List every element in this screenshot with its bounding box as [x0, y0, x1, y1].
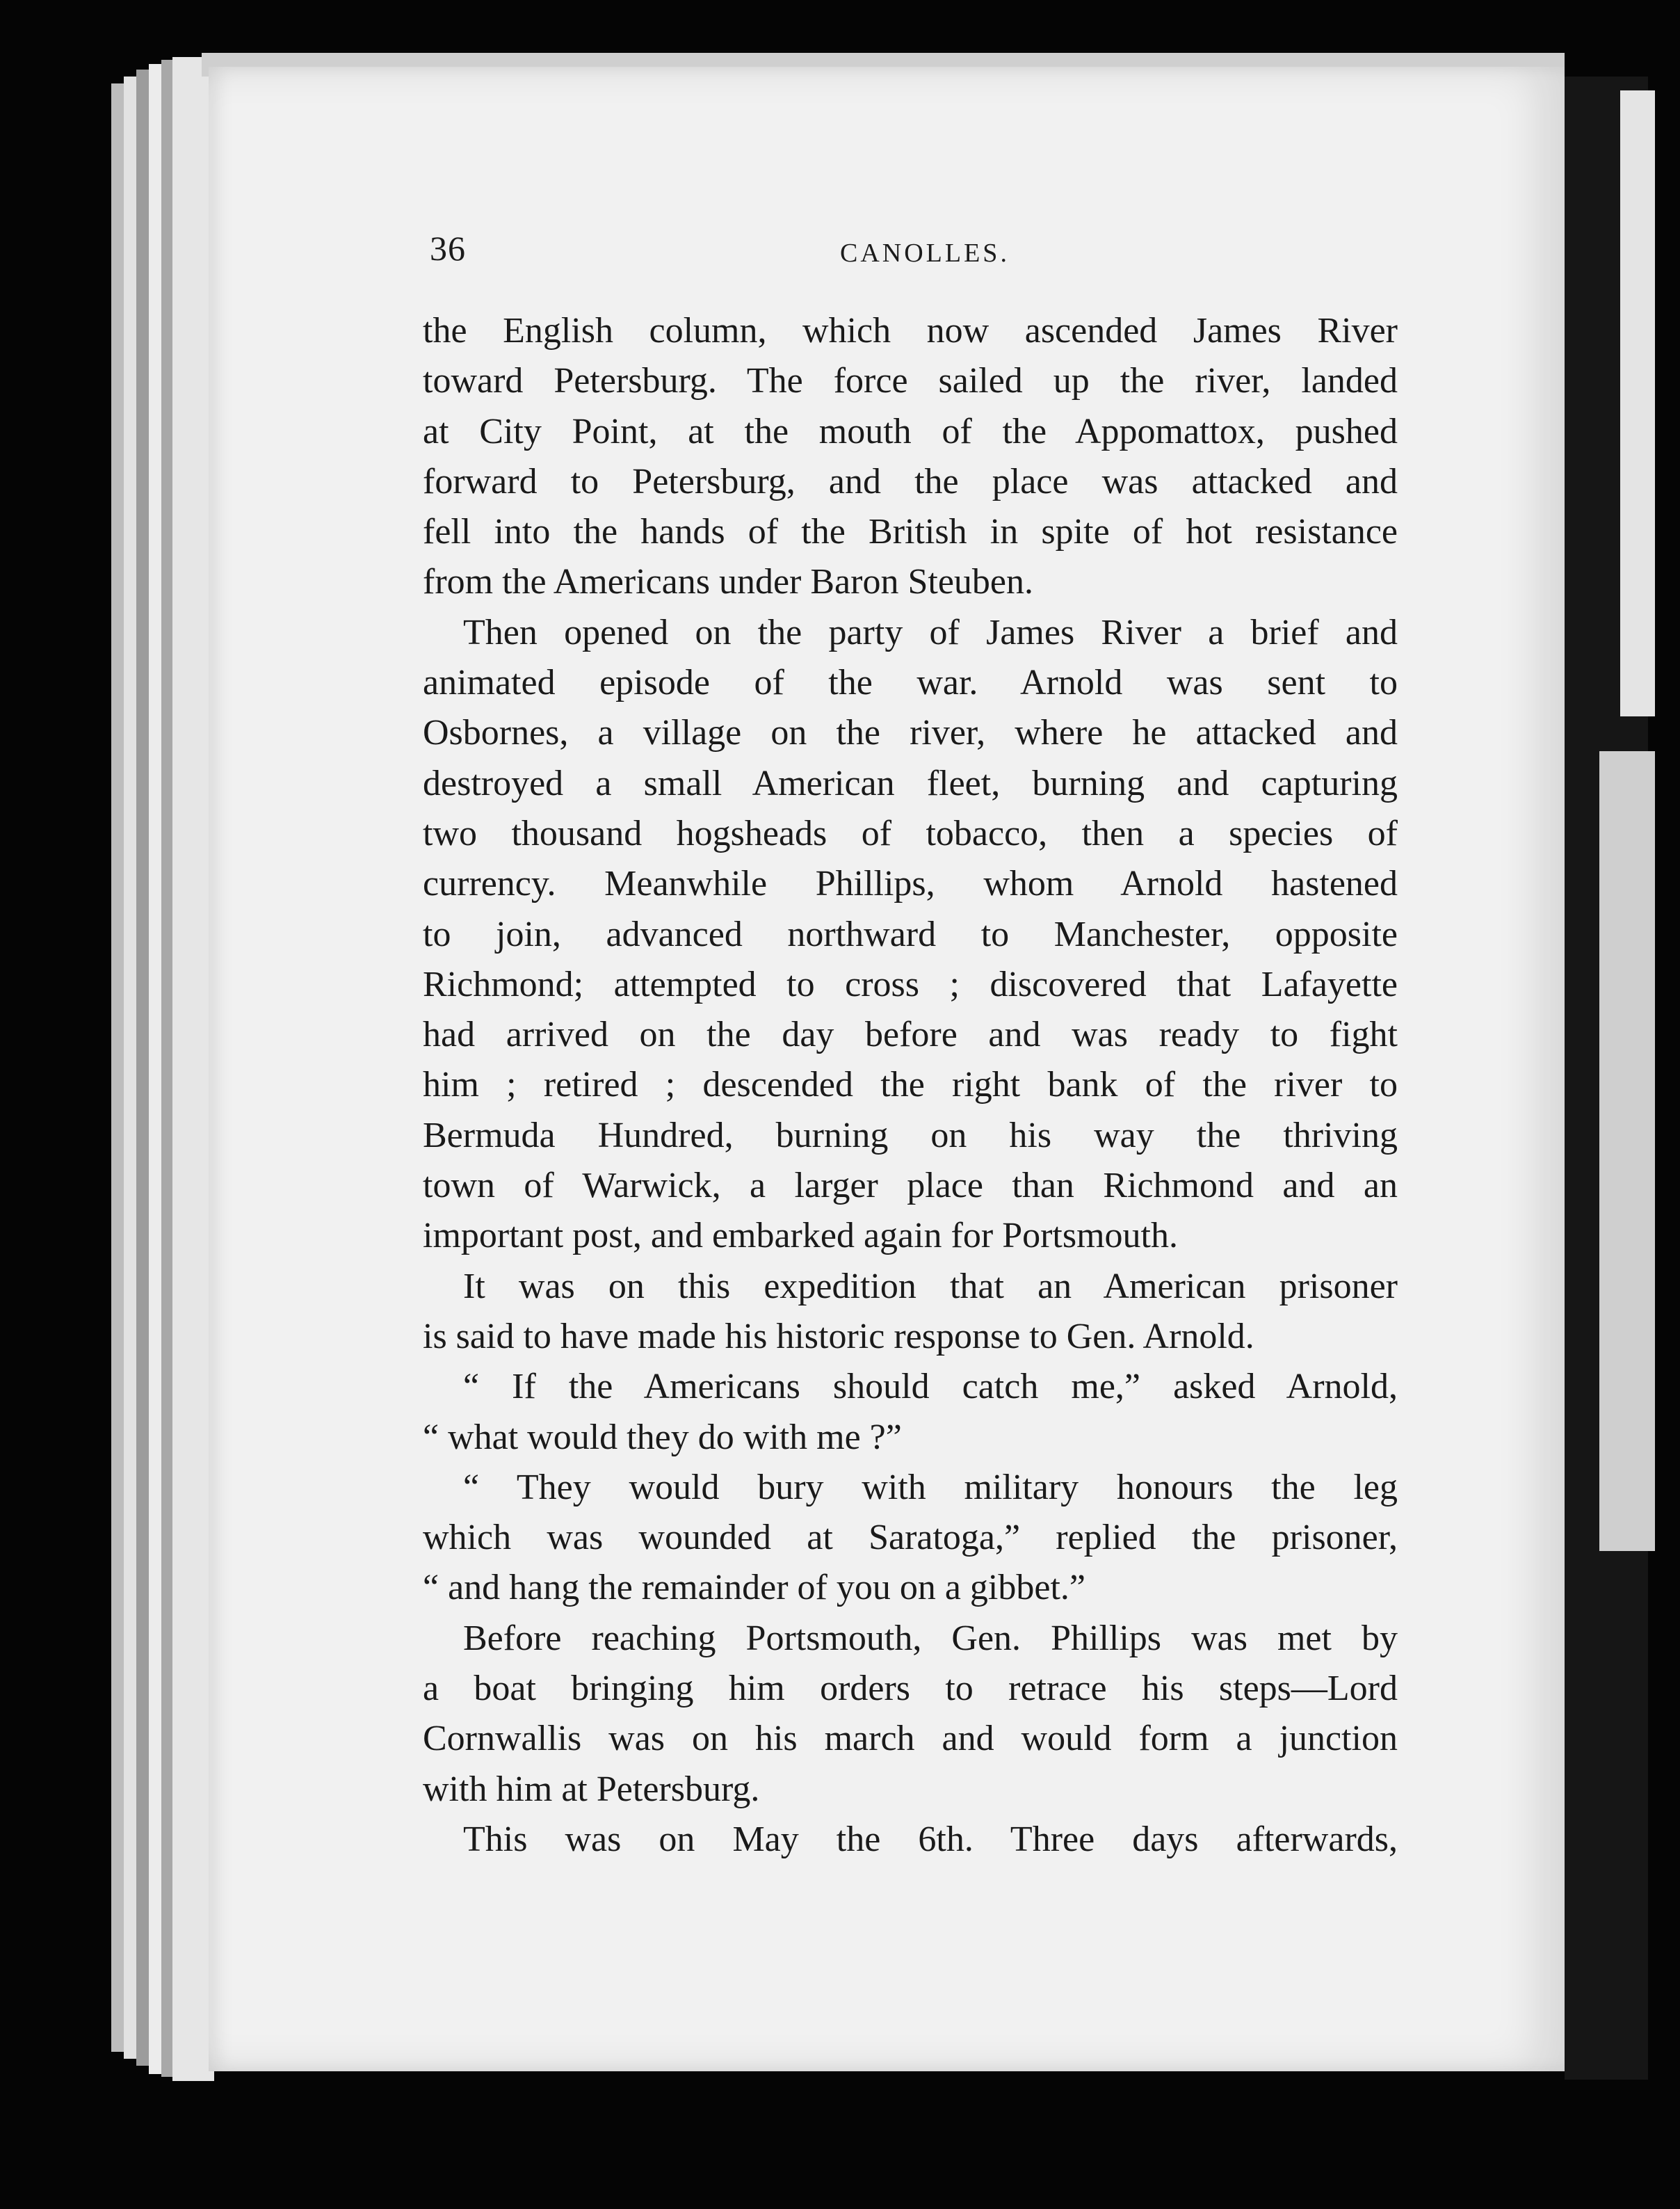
text-line: town of Warwick, a larger place than Richmond and an	[423, 1166, 1398, 1206]
page-edge	[172, 57, 214, 2081]
page-number: 36	[430, 229, 466, 268]
text-line: Cornwallis was on his march and would form a junction	[423, 1719, 1398, 1759]
text-line: Osbornes, a village on the river, where he attacked and	[423, 713, 1398, 753]
text-line: him ; retired ; descended the right bank of the river to	[423, 1065, 1398, 1105]
text-line: from the Americans under Baron Steuben.	[423, 562, 1033, 602]
text-line: is said to have made his historic response to Gen. Arnold.	[423, 1316, 1254, 1356]
text-line: at City Point, at the mouth of the Appomattox, pushed	[423, 411, 1398, 451]
text-line: It was on this expedition that an American prisoner	[463, 1266, 1398, 1306]
text-line: two thousand hogsheads of tobacco, then a species of	[423, 813, 1398, 853]
gutter-highlight	[1599, 751, 1655, 1551]
text-line: forward to Petersburg, and the place was attacked and	[423, 461, 1398, 501]
text-line: with him at Petersburg.	[423, 1769, 760, 1809]
text-line: had arrived on the day before and was ready to fight	[423, 1015, 1398, 1055]
text-line: Richmond; attempted to cross ; discovered that Lafayette	[423, 964, 1398, 1004]
body-text	[423, 306, 1398, 1865]
text-line: “ If the Americans should catch me,” asked Arnold,	[463, 1367, 1398, 1407]
text-line: “ what would they do with me ?”	[423, 1417, 902, 1457]
text-line: animated episode of the war. Arnold was sent to	[423, 663, 1398, 703]
page-header	[430, 228, 1396, 270]
text-line: Then opened on the party of James River a brief and	[463, 612, 1398, 652]
text-line: a boat bringing him orders to retrace his steps—Lord	[423, 1669, 1398, 1709]
text-line: Before reaching Portsmouth, Gen. Phillips was met by	[463, 1618, 1398, 1658]
text-line: This was on May the 6th. Three days afterwards,	[463, 1819, 1398, 1859]
text-line: “ and hang the remainder of you on a gibbet.”	[423, 1568, 1085, 1608]
text-line: which was wounded at Saratoga,” replied the prisoner,	[423, 1518, 1398, 1558]
gutter-highlight	[1620, 90, 1655, 716]
running-head: CANOLLES.	[840, 239, 1010, 268]
text-line: the English column, which now ascended James River	[423, 311, 1398, 351]
text-line: important post, and embarked again for Portsmouth.	[423, 1216, 1179, 1256]
text-line: to join, advanced northward to Manchester, opposite	[423, 914, 1398, 954]
text-line: “ They would bury with military honours the leg	[463, 1467, 1398, 1507]
text-line: fell into the hands of the British in spite of hot resistance	[423, 512, 1398, 552]
text-line: Bermuda Hundred, burning on his way the thriving	[423, 1115, 1398, 1155]
text-line: currency. Meanwhile Phillips, whom Arnold hastened	[423, 864, 1398, 904]
text-line: destroyed a small American fleet, burning and capturing	[423, 763, 1398, 803]
text-line: toward Petersburg. The force sailed up the river, landed	[423, 361, 1398, 401]
